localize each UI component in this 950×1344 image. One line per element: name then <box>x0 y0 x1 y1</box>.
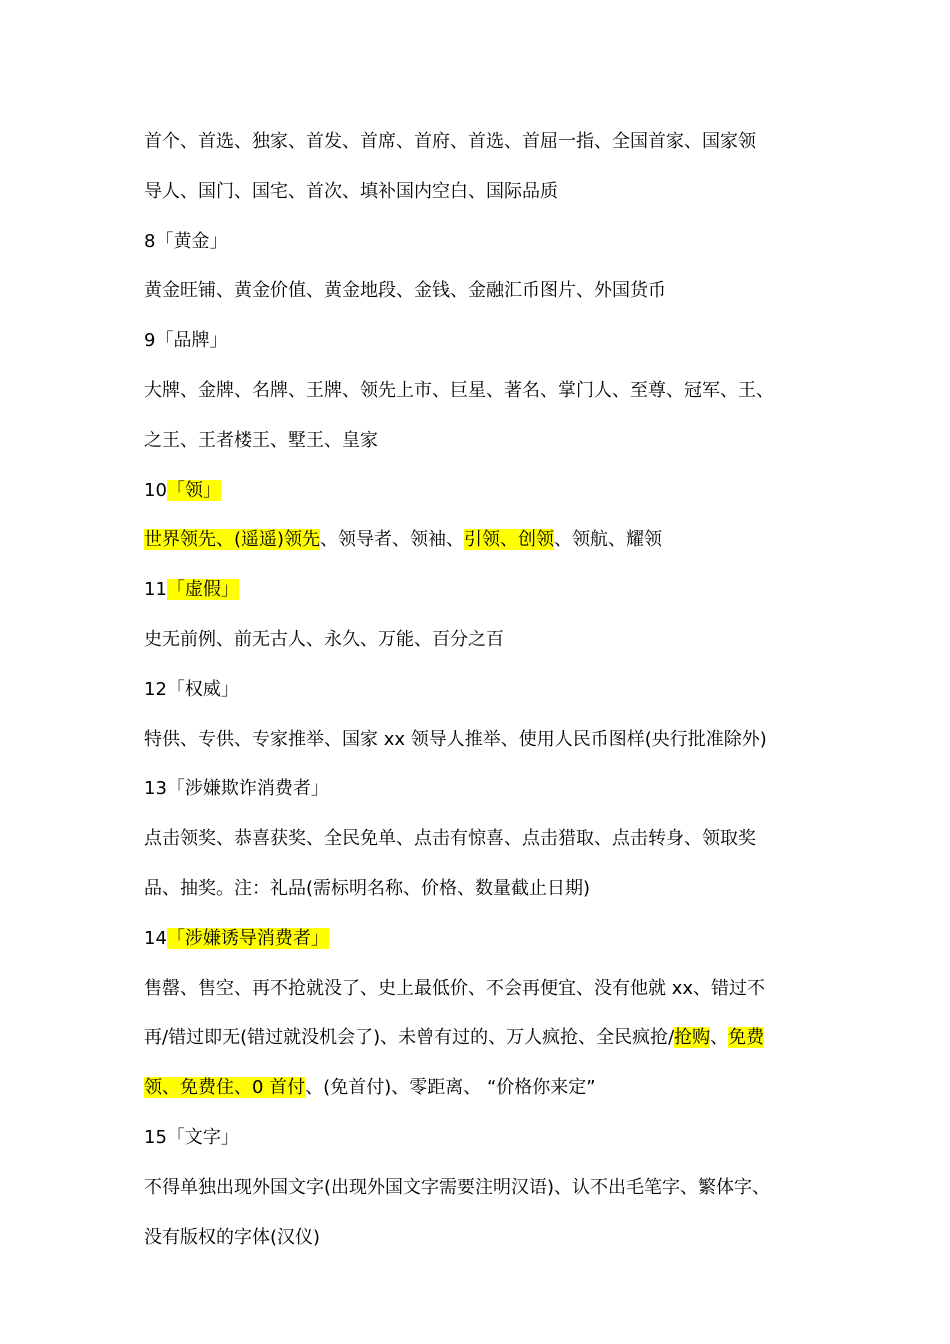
text-segment: 不得单独出现外国文字(出现外国文字需要注明汉语)、认不出毛笔字、繁体字、 <box>144 1176 771 1198</box>
highlighted-text: 「领」 <box>166 479 221 501</box>
text-line <box>144 167 814 217</box>
highlighted-text: 世界领先、(遥遥)领先 <box>144 529 321 551</box>
text-segment: 之王、王者楼王、墅王、皇家 <box>144 429 378 451</box>
text-line <box>144 1113 814 1163</box>
text-line <box>144 466 814 516</box>
text-segment: 、领航、耀领 <box>554 529 663 551</box>
text-line <box>144 1213 814 1263</box>
text-segment: 大牌、金牌、名牌、王牌、领先上市、巨星、著名、掌门人、至尊、冠军、王、 <box>144 379 774 401</box>
text-segment: 没有版权的字体(汉仪) <box>144 1226 321 1248</box>
text-line <box>144 1013 814 1063</box>
document-page <box>144 117 814 1262</box>
text-segment: 特供、专供、专家推举、国家 xx 领导人推举、使用人民币图样(央行批准除外) <box>144 728 767 750</box>
text-line <box>144 266 814 316</box>
text-segment: 再/错过即无(错过就没机会了)、未曾有过的、万人疯抢、全民疯抢/ <box>144 1027 675 1049</box>
text-line <box>144 217 814 267</box>
text-line <box>144 316 814 366</box>
highlighted-text: 引领、创领 <box>464 529 555 551</box>
text-line <box>144 715 814 765</box>
highlighted-text: 「虚假」 <box>166 579 239 601</box>
text-segment: 品、抽奖。注：礼品(需标明名称、价格、数量截止日期) <box>144 877 591 899</box>
text-segment: 史无前例、前无古人、永久、万能、百分之百 <box>144 628 504 650</box>
text-line <box>144 515 814 565</box>
text-line <box>144 814 814 864</box>
text-segment: 11 <box>144 579 167 601</box>
text-segment: 、 <box>710 1027 729 1049</box>
text-segment: 黄金旺铺、黄金价值、黄金地段、金钱、金融汇币图片、外国货币 <box>144 280 666 302</box>
text-segment: 售罄、售空、再不抢就没了、史上最低价、不会再便宜、没有他就 xx、错过不 <box>144 977 766 999</box>
text-line <box>144 416 814 466</box>
text-line <box>144 1163 814 1213</box>
text-segment: 首个、首选、独家、首发、首席、首府、首选、首屈一指、全国首家、国家领 <box>144 131 756 152</box>
text-segment: 、(免首付)、零距离、 “价格你来定” <box>305 1077 596 1099</box>
highlighted-text: 「涉嫌诱导消费者」 <box>166 927 329 949</box>
text-line <box>144 1063 814 1113</box>
text-line <box>144 665 814 715</box>
text-segment: 14 <box>144 927 167 949</box>
text-segment: 8「黄金」 <box>144 230 228 252</box>
text-line <box>144 366 814 416</box>
text-segment: 10 <box>144 479 167 501</box>
text-line <box>144 914 814 964</box>
text-line <box>144 117 814 167</box>
highlighted-text: 领、免费住、0 首付 <box>144 1077 306 1099</box>
highlighted-text: 抢购 <box>674 1027 711 1049</box>
text-line <box>144 764 814 814</box>
text-segment: 、领导者、领袖、 <box>320 529 465 551</box>
text-line <box>144 864 814 914</box>
text-segment: 15「文字」 <box>144 1126 239 1148</box>
text-line <box>144 615 814 665</box>
text-line <box>144 964 814 1014</box>
text-line <box>144 565 814 615</box>
highlighted-text: 免费 <box>728 1027 765 1049</box>
text-segment: 点击领奖、恭喜获奖、全民免单、点击有惊喜、点击猎取、点击转身、领取奖 <box>144 828 756 850</box>
text-segment: 12「权威」 <box>144 678 239 700</box>
text-segment: 9「品牌」 <box>144 330 228 352</box>
text-segment: 导人、国门、国宅、首次、填补国内空白、国际品质 <box>144 180 558 202</box>
text-segment: 13「涉嫌欺诈消费者」 <box>144 778 329 800</box>
